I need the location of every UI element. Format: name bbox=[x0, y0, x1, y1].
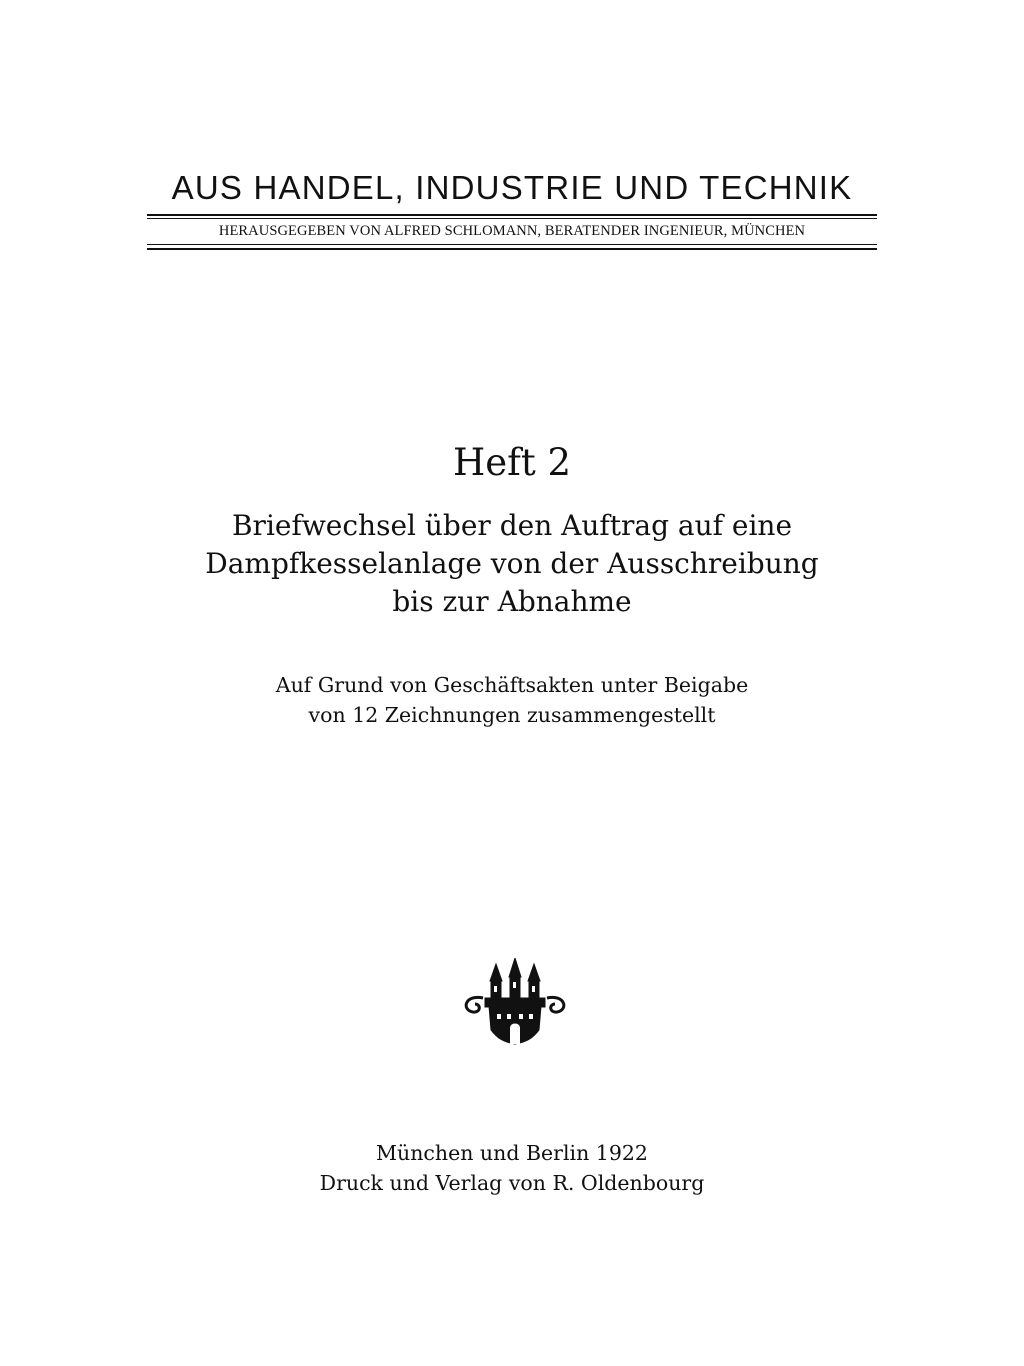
imprint-publisher: Druck und Verlag von R. Oldenbourg bbox=[319, 1171, 705, 1195]
subtitle bbox=[0, 670, 1024, 730]
issue-number: Heft 2 bbox=[452, 441, 572, 484]
work-title-line-3: bis zur Abnahme bbox=[392, 585, 632, 618]
series-title: AUS HANDEL, INDUSTRIE UND TECHNIK bbox=[171, 169, 853, 206]
subtitle-line-2: von 12 Zeichnungen zusammengestellt bbox=[308, 703, 716, 727]
subtitle-line-1: Auf Grund von Geschäftsakten unter Beigabe bbox=[275, 673, 749, 697]
bottom-rule-thick bbox=[147, 248, 877, 250]
imprint bbox=[0, 1138, 1024, 1198]
work-title bbox=[0, 507, 1024, 621]
imprint-place-year: München und Berlin 1922 bbox=[376, 1141, 648, 1165]
work-title-line-1: Briefwechsel über den Auftrag auf eine bbox=[231, 509, 793, 542]
bottom-rule-thin bbox=[147, 244, 877, 245]
top-rule-thin bbox=[147, 218, 877, 219]
publisher-castle-emblem-icon bbox=[455, 958, 575, 1048]
top-rule-thick bbox=[147, 214, 877, 216]
editor-line: HERAUSGEGEBEN VON ALFRED SCHLOMANN, BERATENDER INGENIEUR, MÜNCHEN bbox=[218, 223, 806, 239]
work-title-line-2: Dampfkesselanlage von der Ausschreibung bbox=[205, 547, 819, 580]
